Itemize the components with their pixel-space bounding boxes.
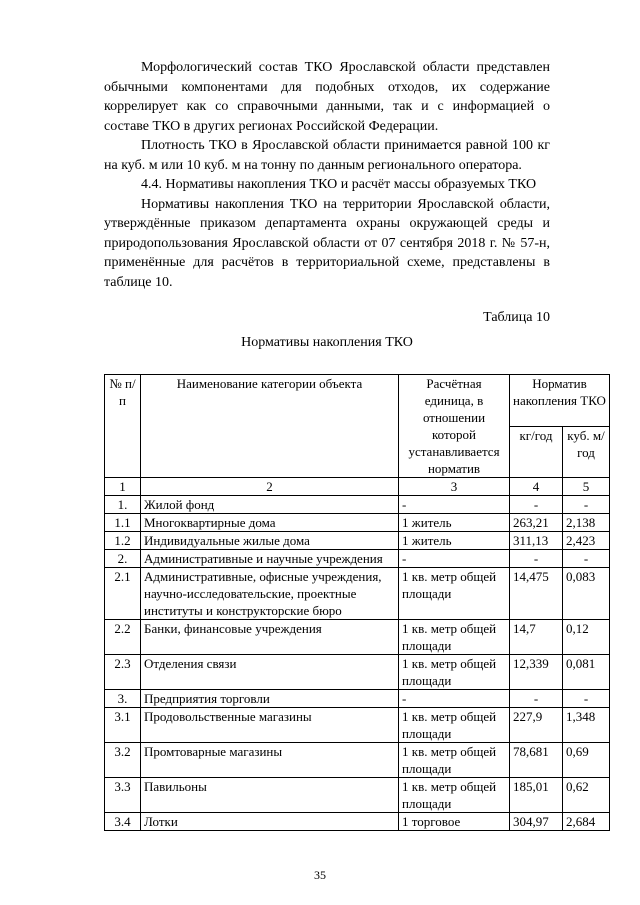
table-row [105,496,610,514]
row-unit: 1 торговое [399,813,510,831]
table-row [105,813,610,831]
paragraph-density: Плотность ТКО в Ярославской области принимается равной 100 кг на куб. м или 10 куб. м на тонну по данным регионального оператора. [104,138,550,173]
section-heading: 4.4. Нормативы накопления ТКО и расчёт массы образуемых ТКО [141,177,537,192]
row-norm-kg: 185,01 [510,778,563,813]
column-number: 3 [399,478,510,496]
table-row [105,690,610,708]
row-category: Предприятия торговли [141,690,399,708]
row-norm-m3: 2,684 [563,813,610,831]
row-number: 3.4 [105,813,141,831]
row-number: 3.3 [105,778,141,813]
row-norm-m3: 1,348 [563,708,610,743]
row-number: 2.2 [105,620,141,655]
row-norm-kg: - [510,690,563,708]
row-norm-m3: - [563,496,610,514]
table-row [105,550,610,568]
row-norm-m3: - [563,550,610,568]
row-unit: 1 житель [399,514,510,532]
paragraph-norms: Нормативы накопления ТКО на территории Ярославской области, утверждённые приказом департамента охраны окружающей среды и природопользования Ярославской области от 07 сентября 2018 г. № 57-н, применённые для расчётов в территориальной схеме, представлены в таблице 10. [104,196,550,290]
row-unit: 1 кв. метр общей площади [399,778,510,813]
table-label: Таблица 10 [483,310,550,325]
column-number: 1 [105,478,141,496]
row-norm-m3: 0,12 [563,620,610,655]
row-norm-m3: 2,423 [563,532,610,550]
document-page [104,58,606,831]
table-row [105,532,610,550]
column-number: 2 [141,478,399,496]
row-number: 1.2 [105,532,141,550]
table-title: Нормативы накопления ТКО [241,335,413,350]
row-category: Банки, финансовые учреждения [141,620,399,655]
row-norm-kg: - [510,496,563,514]
table-row [105,655,610,690]
row-unit: 1 житель [399,532,510,550]
table-row [105,743,610,778]
row-number: 2.3 [105,655,141,690]
row-category: Административные, офисные учреждения, научно-исследовательские, проектные институты и конструкторские бюро [141,568,399,620]
header-num: № п/п [105,375,141,478]
column-number: 5 [563,478,610,496]
row-category: Продовольственные магазины [141,708,399,743]
row-norm-m3: - [563,690,610,708]
row-unit: - [399,690,510,708]
row-number: 3.1 [105,708,141,743]
table-row [105,708,610,743]
row-norm-kg: 12,339 [510,655,563,690]
row-number: 1. [105,496,141,514]
row-norm-kg: - [510,550,563,568]
header-name: Наименование категории объекта [141,375,399,478]
norms-table [104,374,610,831]
table-header-row [105,375,610,427]
row-category: Индивидуальные жилые дома [141,532,399,550]
row-category: Промтоварные магазины [141,743,399,778]
row-number: 2.1 [105,568,141,620]
row-norm-m3: 0,083 [563,568,610,620]
row-norm-kg: 227,9 [510,708,563,743]
row-category: Отделения связи [141,655,399,690]
row-unit: 1 кв. метр общей площади [399,743,510,778]
row-unit: - [399,496,510,514]
table-row [105,514,610,532]
table-row [105,620,610,655]
row-category: Многоквартирные дома [141,514,399,532]
row-norm-kg: 14,7 [510,620,563,655]
table-row [105,568,610,620]
row-number: 3. [105,690,141,708]
header-unit: Расчётная единица, в отношении которой устанавливается норматив [399,375,510,478]
row-number: 3.2 [105,743,141,778]
row-category: Павильоны [141,778,399,813]
row-norm-m3: 0,62 [563,778,610,813]
row-norm-m3: 0,69 [563,743,610,778]
row-norm-kg: 311,13 [510,532,563,550]
row-unit: 1 кв. метр общей площади [399,655,510,690]
row-number: 2. [105,550,141,568]
row-unit: 1 кв. метр общей площади [399,708,510,743]
page-number: 35 [314,868,326,882]
paragraph-morphology: Морфологический состав ТКО Ярославской области представлен обычными компонентами для подобных отходов, их содержание коррелирует как со справочными данными, так и с информацией о составе ТКО в других регионах Российской Федерации. [104,60,550,134]
row-norm-kg: 78,681 [510,743,563,778]
header-m3: куб. м/год [563,426,610,478]
header-kg: кг/год [510,426,563,478]
table-row [105,778,610,813]
row-norm-m3: 0,081 [563,655,610,690]
row-norm-kg: 304,97 [510,813,563,831]
row-unit: 1 кв. метр общей площади [399,620,510,655]
row-unit: 1 кв. метр общей площади [399,568,510,620]
row-category: Жилой фонд [141,496,399,514]
header-norm: Норматив накопления ТКО [510,375,610,427]
row-category: Лотки [141,813,399,831]
row-unit: - [399,550,510,568]
column-number: 4 [510,478,563,496]
row-norm-kg: 14,475 [510,568,563,620]
row-number: 1.1 [105,514,141,532]
row-norm-m3: 2,138 [563,514,610,532]
column-number-row [105,478,610,496]
row-norm-kg: 263,21 [510,514,563,532]
row-category: Административные и научные учреждения [141,550,399,568]
